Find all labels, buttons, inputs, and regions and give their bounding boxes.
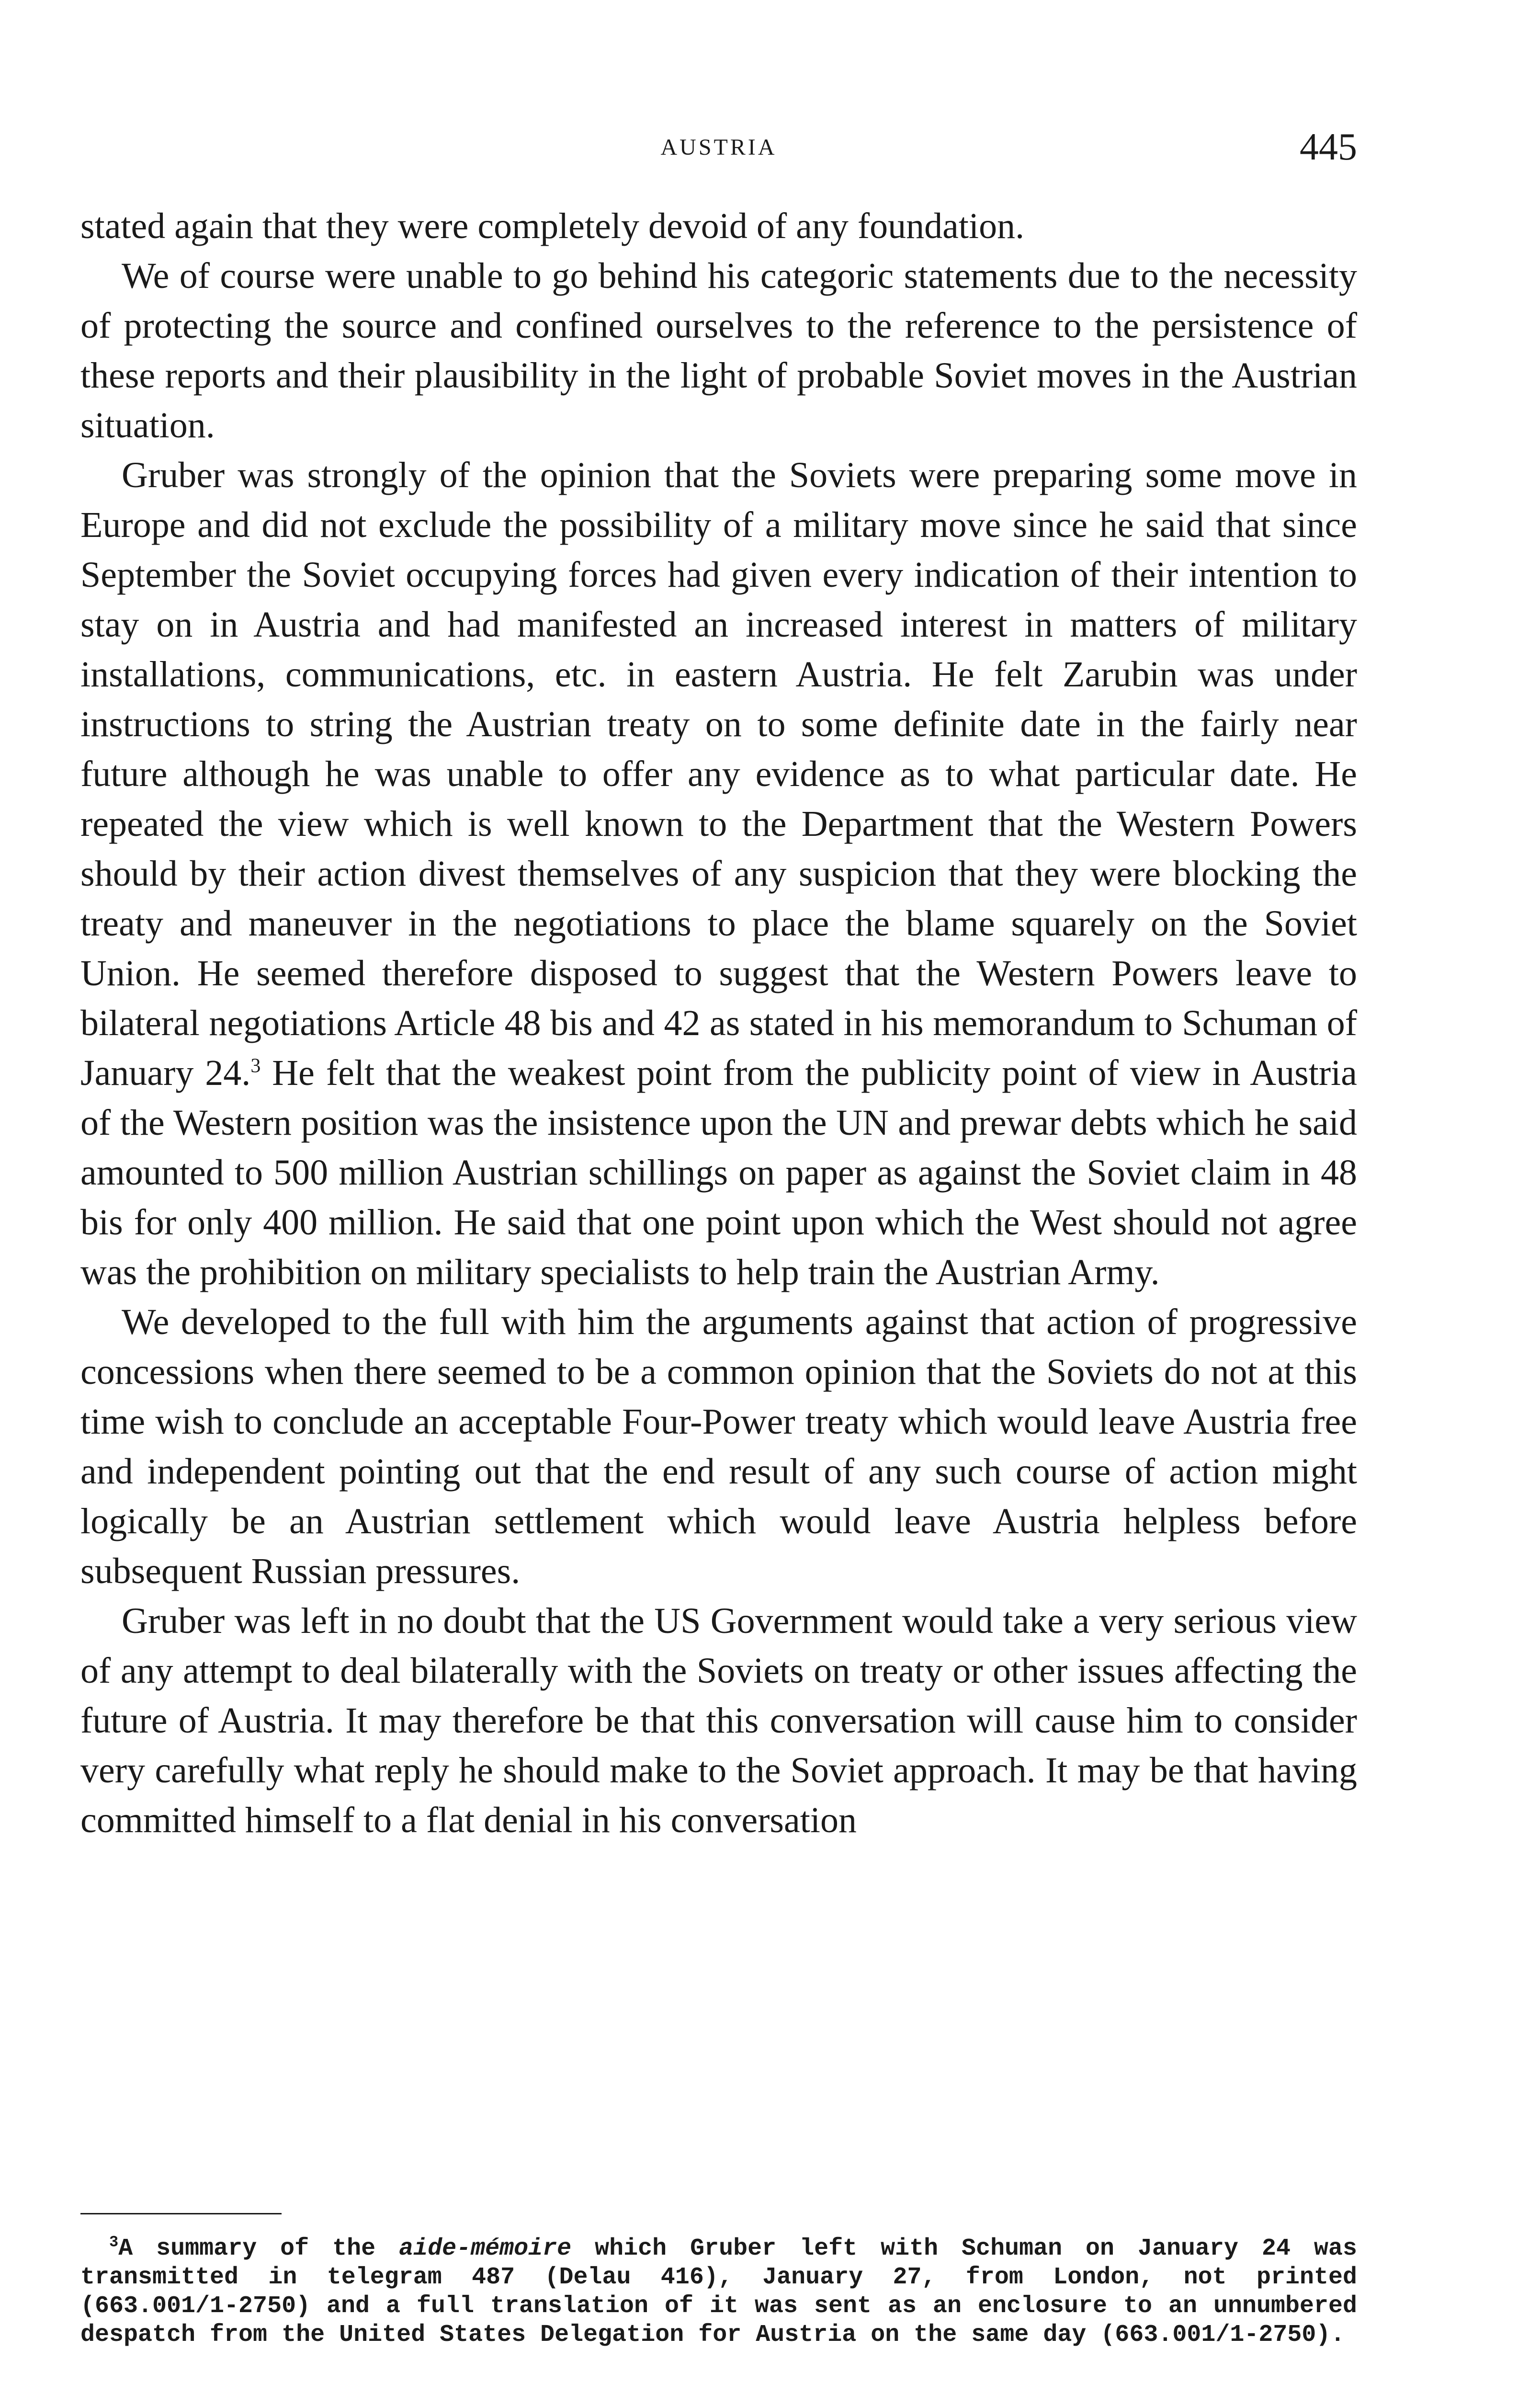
paragraph: We developed to the full with him the arguments against that action of progressive concessions when there seemed to be a common opinion that the Soviets do not at this time wish to conclude an acceptable Four-Power treaty which would leave Austria free and independent pointing out that the end result of any such course of action might logically be an Austrian settlement which would leave Austria helpless before subsequent Russian pressures. (80, 1302, 1357, 1591)
paragraph-continued: stated again that they were completely devoid of any foundation. (80, 206, 1025, 246)
footnote-content (80, 2235, 1357, 2349)
footnote-italic-term: aide-mémoire (399, 2235, 572, 2262)
footnote-reference: 3 (250, 1055, 261, 1077)
paragraph: Gruber was left in no doubt that the US Government would take a very serious view of any attempt to deal bilaterally with the Soviets on treaty or other issues affecting the future of Austria. It may therefore be that this conversation will cause him to consider very carefully what reply he should make to the Soviet approach. It may be that having committed himself to a flat denial in his conversation (80, 1601, 1357, 1840)
paragraph-text-before-ref: Gruber was strongly of the opinion that the Soviets were preparing some move in Europe and did not exclude the possibility of a military move since he said that since September the Soviet occupying forces had given every indication of their intention to stay on in Austria and had manifested an increased interest in matters of military installations, communications, etc. in eastern Austria. He felt Zarubin was under instructions to string the Austrian treaty on to some definite date in the fairly near future although he was unable to offer any evidence as to what particular date. He repeated the view which is well known to the Department that the Western Powers should by their action divest themselves of any suspicion that they were blocking the treaty and maneuver in the negotiations to place the blame squarely on the Soviet Union. He seemed therefore disposed to suggest that the Western Powers leave to bilateral negotiations Article 48 bis and 42 as stated in his memorandum to Schuman of January 24. (80, 455, 1357, 1093)
paragraph-text-after-ref: He felt that the weakest point from the publicity point of view in Austria of the Western position was the insistence upon the UN and prewar debts which he said amounted to 500 million Austrian schillings on paper as against the Soviet claim in 48 bis for only 400 million. He said that one point upon which the West should not agree was the prohibition on military specialists to help train the Austrian Army. (80, 1053, 1358, 1292)
page-number: 445 (1300, 126, 1357, 168)
footnote (80, 2235, 1357, 2349)
body-text (80, 201, 1357, 1845)
running-head (80, 125, 1357, 169)
paragraph: We of course were unable to go behind his categoric statements due to the necessity of protecting the source and confined ourselves to the reference to the persistence of these reports and their plausibility in the light of probable Soviet moves in the Austrian situation. (80, 256, 1357, 445)
footnote-text-after: which Gruber left with Schuman on January 24 was transmitted in telegram 487 (Delau 416), January 27, from London, not printed (663.001/1-2750) and a full translation of it was sent as an enclosure to an unnumbered despatch from the United States Delegation for Austria on the same day (663.001/1-2750). (80, 2235, 1357, 2349)
running-title: AUSTRIA (660, 135, 777, 160)
paragraph-with-footnote-ref (80, 450, 1357, 1297)
footnote-divider (80, 2213, 282, 2214)
footnote-marker: 3 (109, 2233, 119, 2251)
footnote-text-before: A summary of the (118, 2235, 399, 2262)
